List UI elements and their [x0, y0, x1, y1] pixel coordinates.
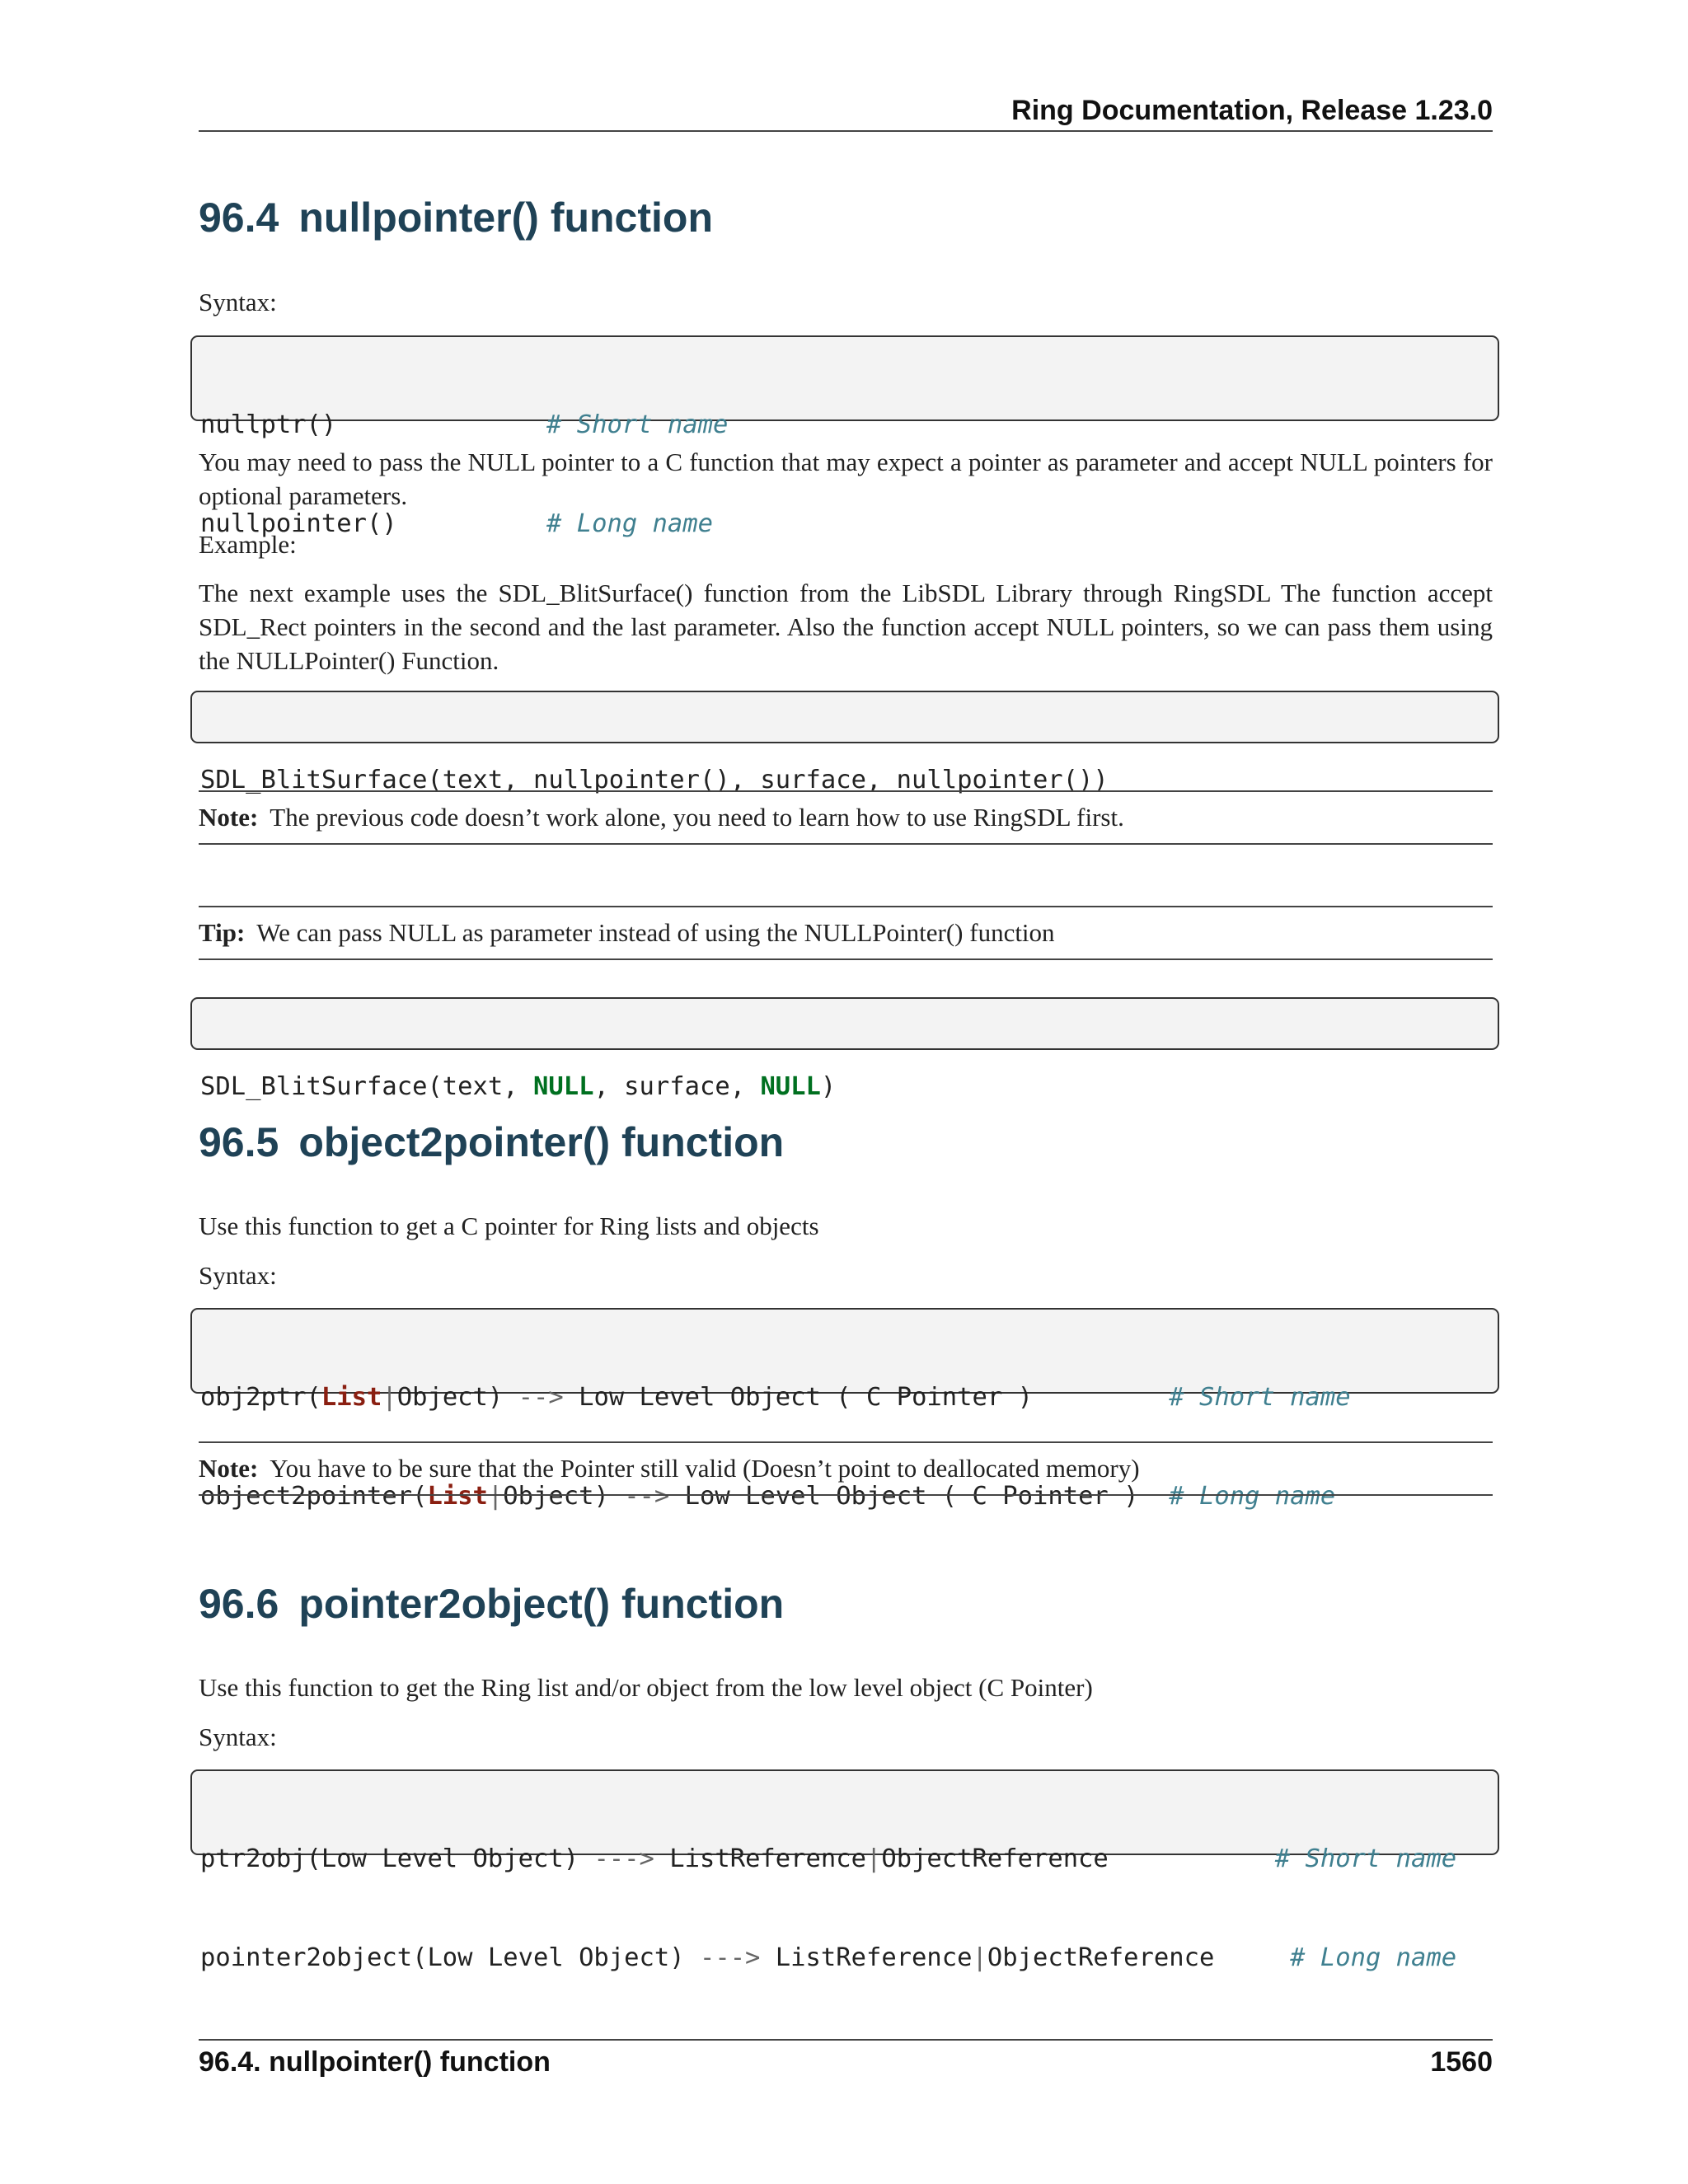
code-comment: # Long name — [1290, 1943, 1457, 1972]
tip-box — [199, 906, 1493, 960]
code-line — [200, 1071, 1498, 1104]
section-title — [199, 1117, 1493, 1168]
note-paragraph — [199, 1451, 1140, 1485]
code-text: object2pointer( — [200, 1482, 428, 1511]
code-builtin: List — [321, 1383, 382, 1412]
code-keyword: NULL — [532, 1072, 594, 1101]
running-header: Ring Documentation, Release 1.23.0 — [1011, 95, 1493, 126]
code-builtin: List — [427, 1482, 488, 1511]
section-title-text: pointer2object() function — [298, 1581, 785, 1627]
section-heading-96-4 — [199, 192, 1493, 243]
code-line — [200, 1942, 1498, 1975]
syntax-label-text: Syntax: — [199, 1261, 277, 1290]
code-text: nullpointer() — [200, 509, 397, 538]
syntax-label — [199, 1720, 1493, 1754]
code-keyword: NULL — [760, 1072, 821, 1101]
section-number: 96.4 — [199, 194, 279, 241]
code-text: ptr2obj(Low Level Object) — [200, 1844, 594, 1873]
footer-page-number: 1560 — [1430, 2046, 1493, 2078]
note-label: Note: — [199, 1454, 259, 1483]
code-block-null-example — [190, 997, 1499, 1101]
syntax-label — [199, 1258, 1493, 1292]
note-box — [199, 790, 1493, 845]
code-text: Object) — [503, 1482, 625, 1511]
note-label: Note: — [199, 803, 259, 832]
paragraph-text: You may need to pass the NULL pointer to a C function that may expect a pointer as parameter and accept NULL pointers for optional parameters. — [199, 448, 1493, 510]
code-block-example — [190, 691, 1499, 794]
running-footer — [199, 2044, 1493, 2080]
code-text: ObjectReference — [987, 1943, 1291, 1972]
paragraph-text: The next example uses the SDL_BlitSurface() function from the LibSDL Library through RingSDL The function accept SDL_Rect pointers in the second and the last parameter. Also the function accept NULL pointers, so we can pass them using the NULLPointer() Function. — [199, 579, 1493, 675]
code-operator: | — [972, 1943, 987, 1972]
code-text: ObjectReference — [881, 1844, 1275, 1873]
footer-section-title: 96.4. nullpointer() function — [199, 2046, 551, 2078]
section-title — [199, 1578, 1493, 1629]
note-text: You have to be sure that the Pointer still valid (Doesn’t point to deallocated memory) — [270, 1454, 1140, 1483]
code-text: , surface, — [593, 1072, 761, 1101]
header-rule — [199, 130, 1493, 132]
code-operator: | — [382, 1383, 397, 1412]
example-label — [199, 527, 1493, 561]
code-comment: # Long name — [1169, 1482, 1336, 1511]
code-block-pointer2object-syntax — [190, 1769, 1499, 1972]
code-text: ) — [820, 1072, 837, 1101]
code-line — [200, 409, 1498, 442]
note-box — [199, 1441, 1493, 1496]
tip-label: Tip: — [199, 918, 246, 947]
syntax-label-text: Syntax: — [199, 1722, 277, 1751]
code-text: Object) — [396, 1383, 518, 1412]
section-title-text: object2pointer() function — [298, 1119, 785, 1165]
syntax-label-text: Syntax: — [199, 288, 277, 316]
note-paragraph — [199, 800, 1124, 834]
code-text: ListReference — [654, 1844, 866, 1873]
section-heading-96-6 — [199, 1578, 1493, 1629]
paragraph-example-description — [199, 576, 1493, 677]
note-text: The previous code doesn’t work alone, you need to learn how to use RingSDL first. — [270, 803, 1124, 832]
code-line — [200, 1843, 1498, 1876]
section-number: 96.6 — [199, 1581, 279, 1627]
code-text: Low Level Object ( C Pointer ) — [563, 1383, 1170, 1412]
section-heading-96-5 — [199, 1117, 1493, 1168]
code-text: ListReference — [760, 1943, 973, 1972]
code-operator: ---> — [593, 1844, 654, 1873]
paragraph-description — [199, 1671, 1493, 1704]
code-text: pointer2object(Low Level Object) — [200, 1943, 700, 1972]
code-text: Low Level Object ( C Pointer ) — [669, 1482, 1170, 1511]
paragraph-text: Use this function to get a C pointer for Ring lists and objects — [199, 1212, 819, 1240]
section-number: 96.5 — [199, 1119, 279, 1165]
code-text: SDL_BlitSurface(text, — [200, 1072, 533, 1101]
code-comment: # Long name — [546, 509, 713, 538]
syntax-label — [199, 285, 1493, 319]
paragraph-description — [199, 445, 1493, 513]
code-operator: --> — [518, 1383, 564, 1412]
code-operator: ---> — [699, 1943, 761, 1972]
example-label-text: Example: — [199, 530, 297, 559]
code-operator: | — [487, 1482, 504, 1511]
paragraph-description — [199, 1209, 1493, 1243]
footer-rule — [199, 2039, 1493, 2041]
code-text: obj2ptr( — [200, 1383, 321, 1412]
code-line — [200, 1381, 1498, 1414]
code-text: nullptr() — [200, 410, 337, 439]
code-comment: # Short name — [1274, 1844, 1457, 1873]
code-operator: | — [865, 1844, 882, 1873]
code-operator: --> — [624, 1482, 670, 1511]
tip-paragraph — [199, 916, 1055, 949]
tip-text: We can pass NULL as parameter instead of using the NULLPointer() function — [256, 918, 1055, 947]
section-title — [199, 192, 1493, 243]
section-title-text: nullpointer() function — [298, 194, 713, 241]
code-line: SDL_BlitSurface(text, nullpointer(), surface, nullpointer()) — [200, 766, 1109, 794]
paragraph-text: Use this function to get the Ring list and/or object from the low level object (C Pointer) — [199, 1673, 1093, 1702]
code-comment: # Short name — [1169, 1383, 1351, 1412]
code-comment: # Short name — [546, 410, 729, 439]
